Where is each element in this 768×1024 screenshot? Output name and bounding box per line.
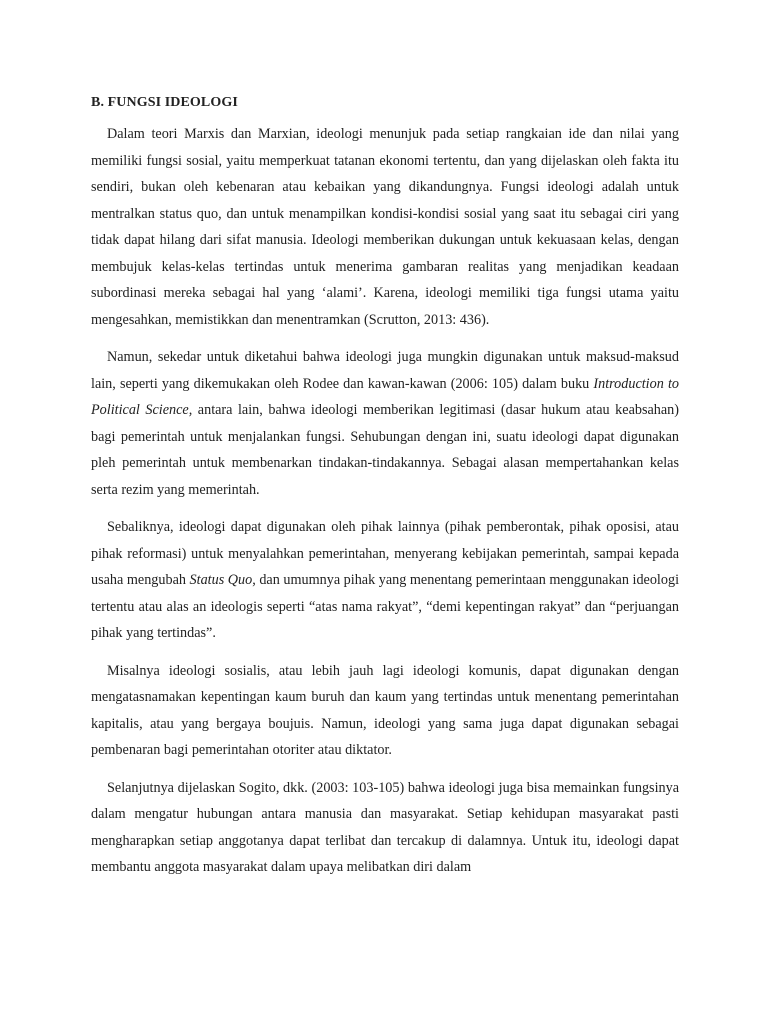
paragraph-text: Sebaliknya, ideologi dapat digunakan oleh pihak lainnya (pihak pemberontak, pihak oposisi, atau pihak reformasi) untuk menyalahkan pemerintahan, menyerang kebijakan pemerintah, sampai kepada usaha mengubah bbox=[91, 519, 679, 588]
paragraph-socialist-example: Misalnya ideologi sosialis, atau lebih jauh lagi ideologi komunis, dapat digunakan dengan mengatasnamakan kepentingan kaum buruh dan kaum yang tertindas untuk menentang pemerintahan kapitalis, atau yang bergaya boujuis. Namun, ideologi yang sama juga dapat digunakan sebagai pembenaran bagi pemerintahan otoriter atau diktator. bbox=[91, 662, 679, 758]
italic-term: Status Quo bbox=[189, 572, 253, 588]
paragraph-text: antara lain, bahwa ideologi memberikan legitimasi (dasar hukum atau keabsahan) bagi pemerintah untuk menjalankan fungsi. Sehubungan dengan ini, suatu ideologi dapat digunakan pleh pemerintah untuk membenarkan tindakan-tindakannya. Sebagai alasan mempertahankan kelas serta rezim yang memerintah. bbox=[91, 402, 679, 498]
paragraph-text: , dan umumnya pihak yang menentang pemerintaan menggunakan ideologi tertentu atau alas an ideologis seperti “atas nama rakyat”, “demi kepentingan rakyat” dan “perjuangan pihak yang tertindas”. bbox=[91, 572, 680, 641]
document-body bbox=[91, 93, 679, 892]
paragraph-text: Namun, sekedar untuk diketahui bahwa ideologi juga mungkin digunakan untuk maksud-maksud lain, seperti yang dikemukakan oleh Rodee dan kawan-kawan (2006: 105) dalam buku bbox=[91, 349, 679, 392]
paragraph-marxian-ideology: Dalam teori Marxis dan Marxian, ideologi menunjuk pada setiap rangkaian ide dan nilai yang memiliki fungsi sosial, yaitu memperkuat tatanan ekonomi tertentu, dan yang dijelaskan oleh fakta itu sendiri, bukan oleh kebenaran atau kebaikan yang dikandungnya. Fungsi ideologi adalah untuk mentralkan status quo, dan untuk menampilkan kondisi-kondisi sosial yang saat itu sebagai ciri yang tidak dapat hilang dari sifat manusia. Ideologi memberikan dukungan untuk kekuasaan kelas, dengan membujuk kelas-kelas tertindas untuk menerima gambaran realitas yang menjadikan keadaan subordinasi mereka sebagai hal yang ‘alami’. Karena, ideologi memiliki tiga fungsi utama yaitu mengesahkan, memistikkan dan menentramkan (Scrutton, 2013: 436). bbox=[91, 126, 679, 328]
paragraph-opposition bbox=[91, 514, 679, 647]
paragraph-society-relations: Selanjutnya dijelaskan Sogito, dkk. (2003: 103-105) bahwa ideologi juga bisa memainkan fungsinya dalam mengatur hubungan antara manusia dan masyarakat. Setiap kehidupan masyarakat pasti mengharapkan setiap anggotanya dapat terlibat dan tercakup di dalamnya. Untuk itu, ideologi dapat membantu anggota masyarakat dalam upaya melibatkan diri dalam bbox=[91, 779, 679, 875]
section-heading: B. FUNGSI IDEOLOGI bbox=[91, 95, 238, 110]
paragraph-legitimation bbox=[91, 344, 679, 503]
book-title: Introduction to Political Science, bbox=[91, 375, 679, 418]
